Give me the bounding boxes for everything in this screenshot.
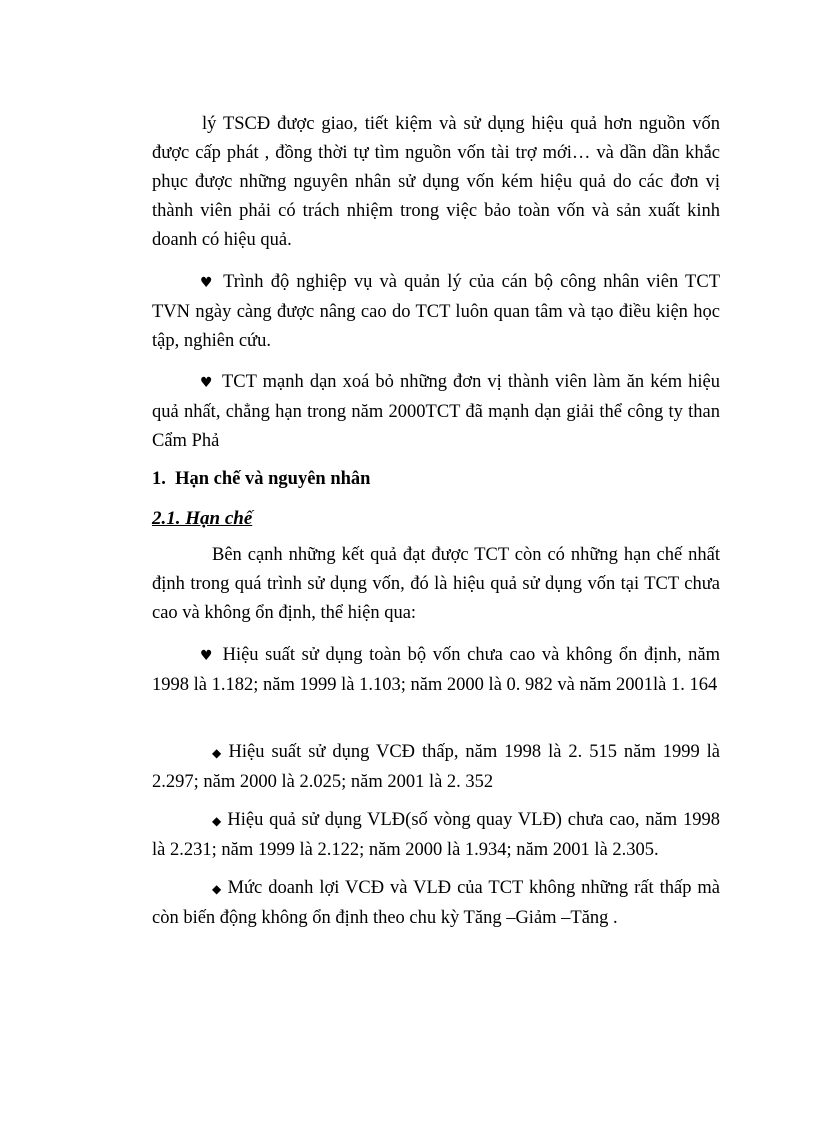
diamond-bullet-icon: ◆ (212, 814, 223, 828)
paragraph-3 (152, 368, 720, 456)
paragraph-4-text: Bên cạnh những kết quả đạt được TCT còn có những hạn chế nhất định trong quá trình sử dụng vốn, đó là hiệu quả sử dụng vốn tại TCT chưa cao và không ổn định, thể hiện qua: (152, 545, 720, 623)
heart-bullet-icon: ♥ (200, 375, 214, 391)
paragraph-8-text: Mức doanh lợi VCĐ và VLĐ của TCT không những rất thấp mà còn biến động không ổn định theo chu kỳ Tăng –Giảm –Tăng . (152, 878, 720, 928)
paragraph-1 (152, 110, 720, 255)
paragraph-5 (152, 641, 720, 700)
heart-bullet-icon: ♥ (200, 648, 215, 664)
section-title: Hạn chế và nguyên nhân (175, 469, 371, 489)
paragraph-2 (152, 268, 720, 356)
subsection-heading: 2.1. Hạn chế (152, 508, 253, 529)
paragraph-4 (152, 541, 720, 628)
paragraph-6 (152, 738, 720, 797)
paragraph-2-text: Trình độ nghiệp vụ và quản lý của cán bộ công nhân viên TCT TVN ngày càng được nâng cao do TCT luôn quan tâm và tạo điều kiện học tập, nghiên cứu. (152, 272, 720, 351)
section-number: 1. (152, 469, 166, 489)
paragraph-1-text: lý TSCĐ được giao, tiết kiệm và sử dụng hiệu quả hơn nguồn vốn được cấp phát , đồng thời tự tìm nguồn vốn tài trợ mới… và dần dần khắc phục được những nguyên nhân sử dụng vốn kém hiệu quả do các đơn vị thành viên phải có trách nhiệm trong việc bảo toàn vốn và sản xuất kinh doanh có hiệu quả. (152, 114, 720, 250)
paragraph-5-text: Hiệu suất sử dụng toàn bộ vốn chưa cao và không ổn định, năm 1998 là 1.182; năm 1999 là 1.103; năm 2000 là 0. 982 và năm 2001là 1. 164 (152, 645, 720, 695)
paragraph-3-text: TCT mạnh dạn xoá bỏ những đơn vị thành viên làm ăn kém hiệu quả nhất, chẳng hạn trong năm 2000TCT đã mạnh dạn giải thể công ty than Cẩm Phả (152, 372, 720, 451)
paragraph-8 (152, 874, 720, 933)
paragraph-6-text: Hiệu suất sử dụng VCĐ thấp, năm 1998 là 2. 515 năm 1999 là 2.297; năm 2000 là 2.025; năm 2001 là 2. 352 (152, 742, 720, 792)
section-heading (152, 466, 370, 492)
diamond-bullet-icon: ◆ (212, 882, 223, 896)
paragraph-7-text: Hiệu quả sử dụng VLĐ(số vòng quay VLĐ) chưa cao, năm 1998 là 2.231; năm 1999 là 2.122; năm 2000 là 1.934; năm 2001 là 2.305. (152, 810, 720, 860)
heart-bullet-icon: ♥ (200, 275, 216, 291)
diamond-bullet-icon: ◆ (212, 746, 224, 760)
paragraph-7 (152, 806, 720, 865)
